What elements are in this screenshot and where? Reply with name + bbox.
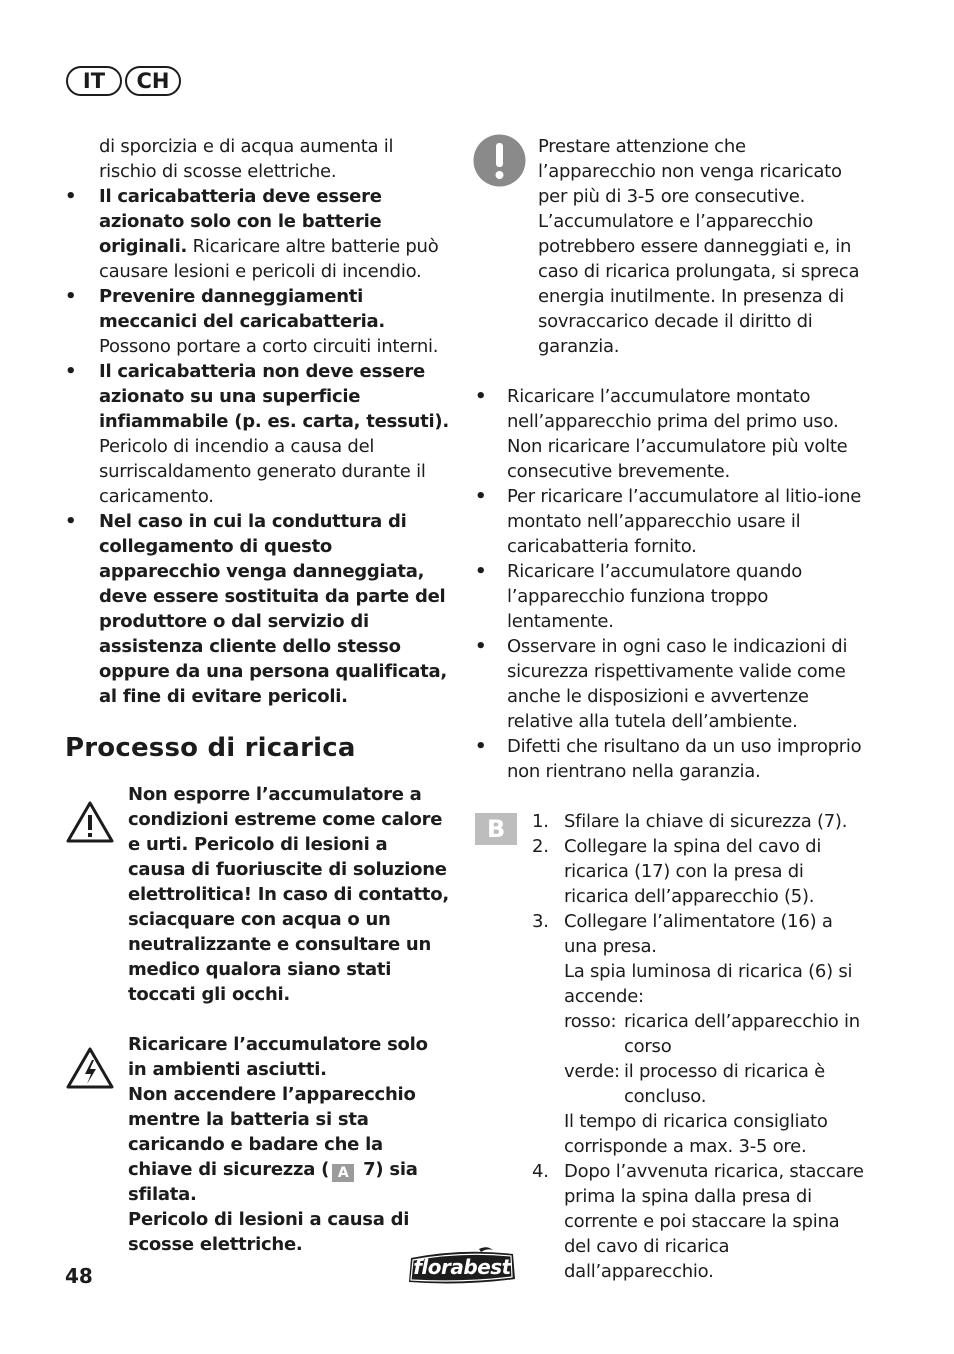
step-item — [532, 834, 868, 909]
lang-badge-ch: CH — [125, 66, 181, 96]
step-text: Collegare la spina del cavo di ricarica (17) con la presa di ricarica dell’apparecchio (5). — [564, 836, 822, 907]
charging-bullet — [473, 734, 868, 784]
safety-bullet — [65, 359, 450, 509]
indicator-note: La spia luminosa di ricarica (6) si accende: — [564, 961, 853, 1007]
step-number: 1. — [532, 811, 549, 832]
notice-block — [473, 134, 868, 359]
continued-text: di sporcizia e di acqua aumenta il rischio di scosse elettriche. — [99, 136, 394, 182]
bullet-text: Ricaricare l’accumulatore montato nell’apparecchio prima del primo uso. Non ricaricare l’accumulatore più volte consecutive brevemente. — [507, 386, 848, 482]
bullet-text: Difetti che risultano da un uso improprio non rientrano nella garanzia. — [507, 736, 862, 782]
step-number: 3. — [532, 911, 549, 932]
state-meaning: il processo di ricarica è concluso. — [624, 1061, 825, 1107]
bullet-dot: • — [475, 561, 487, 582]
bullet-text: Ricaricare l’accumulatore quando l’apparecchio funziona troppo lentamente. — [507, 561, 803, 632]
indicator-state — [564, 1009, 868, 1059]
charging-bullets — [473, 384, 868, 784]
state-meaning: ricarica dell’apparecchio in corso — [624, 1011, 860, 1057]
step-item — [532, 809, 868, 834]
warning-block-electric — [65, 1032, 450, 1257]
bullet-dot: • — [475, 736, 487, 757]
warning-block-general — [65, 782, 450, 1007]
page-number: 48 — [65, 1264, 93, 1288]
charge-time-note: Il tempo di ricarica consigliato corrisponde a max. 3-5 ore. — [564, 1111, 828, 1157]
brand-logo — [405, 1246, 519, 1288]
bullet-dot: • — [65, 511, 77, 532]
indicator-state — [564, 1059, 868, 1109]
bullet-text: Possono portare a corto circuiti interni. — [99, 336, 439, 357]
charging-bullet — [473, 559, 868, 634]
bullet-text: Per ricaricare l’accumulatore al litio-ione montato nell’apparecchio usare il caricabatteria fornito. — [507, 486, 862, 557]
bullet-text: Pericolo di incendio a causa del surriscaldamento generato durante il caricamento. — [99, 436, 426, 507]
exclamation-icon — [473, 134, 526, 187]
section-title: Processo di ricarica — [65, 733, 356, 763]
charging-bullet — [473, 484, 868, 559]
warning-text-dry: Ricaricare l’accumulatore solo in ambienti asciutti. — [128, 1034, 428, 1080]
warning-text-switch — [128, 1082, 450, 1207]
step-number: 4. — [532, 1161, 549, 1182]
safety-bullet — [65, 284, 450, 359]
warning-text: Non esporre l’accumulatore a condizioni estreme come calore e urti. Pericolo di lesioni a causa di fuoriuscite di soluzione elettrolitica! In caso di contatto, sciacquare con acqua o un neutralizzante e consultare un medico qualora siano stati toccati gli occhi. — [128, 784, 449, 1005]
left-column — [65, 134, 450, 1257]
warning-text-risk: Pericolo di lesioni a causa di scosse elettriche. — [128, 1209, 410, 1255]
bullet-bold: Il caricabatteria deve essere azionato solo con le batterie originali. — [99, 186, 382, 257]
step-number: 2. — [532, 836, 549, 857]
safety-bullet — [65, 184, 450, 284]
bullet-dot: • — [65, 286, 77, 307]
bullet-bold: Nel caso in cui la conduttura di collegamento di questo apparecchio venga danneggiata, deve essere sostituita da parte del produttore o dal servizio di assistenza cliente dello stesso oppure da una persona qualificata, al fine di evitare pericoli. — [99, 511, 448, 707]
bullet-dot: • — [65, 186, 77, 207]
state-color: verde: — [564, 1061, 620, 1082]
bullet-dot: • — [65, 361, 77, 382]
bullet-dot: • — [475, 386, 487, 407]
charging-bullet — [473, 384, 868, 484]
warning-text-part: Non accendere l’apparecchio mentre la batteria si sta caricando e badare che la chiave di sicurezza ( — [128, 1084, 416, 1180]
bullet-text: Ricaricare altre batterie può causare lesioni e pericoli di incendio. — [99, 236, 439, 282]
bullet-text: Osservare in ogni caso le indicazioni di sicurezza rispettivamente valide come anche le disposizioni e avvertenze relative alla tutela dell’ambiente. — [507, 636, 848, 732]
electric-hazard-icon — [65, 1046, 115, 1090]
state-color: rosso: — [564, 1011, 617, 1032]
notice-text: Prestare attenzione che l’apparecchio non venga ricaricato per più di 3-5 ore consecutive. L’accumulatore e l’apparecchio potrebbero essere danneggiati e, in caso di ricarica prolungata, si spreca energia inutilmente. In presenza di sovraccarico decade il diritto di garanzia. — [538, 136, 860, 357]
bullet-bold: Il caricabatteria non deve essere azionato su una superficie infiammabile (p. es. carta, tessuti). — [99, 361, 449, 432]
figure-ref-badge: A — [332, 1164, 354, 1182]
logo-text: florabest — [413, 1255, 511, 1279]
step-text: Sfilare la chiave di sicurezza (7). — [564, 811, 848, 832]
step-item — [532, 909, 868, 1159]
warning-triangle-icon — [65, 800, 115, 844]
steps-block — [473, 809, 868, 1284]
language-badges — [66, 66, 181, 96]
step-item — [532, 1159, 868, 1284]
step-text: Collegare l’alimentatore (16) a una presa. — [564, 911, 833, 957]
figure-b-badge: B — [475, 813, 517, 845]
bullet-dot: • — [475, 486, 487, 507]
charging-bullet — [473, 634, 868, 734]
bullet-bold: Prevenire danneggiamenti meccanici del caricabatteria. — [99, 286, 385, 332]
safety-bullet — [65, 509, 450, 709]
step-text: Dopo l’avvenuta ricarica, staccare prima la spina dalla presa di corrente e poi staccare la spina del cavo di ricarica dall’apparecchio. — [564, 1161, 864, 1282]
warning-text-part: 7) sia sfilata. — [128, 1159, 418, 1205]
bullet-dot: • — [475, 636, 487, 657]
right-column — [473, 134, 868, 1284]
lang-badge-it: IT — [66, 66, 122, 96]
